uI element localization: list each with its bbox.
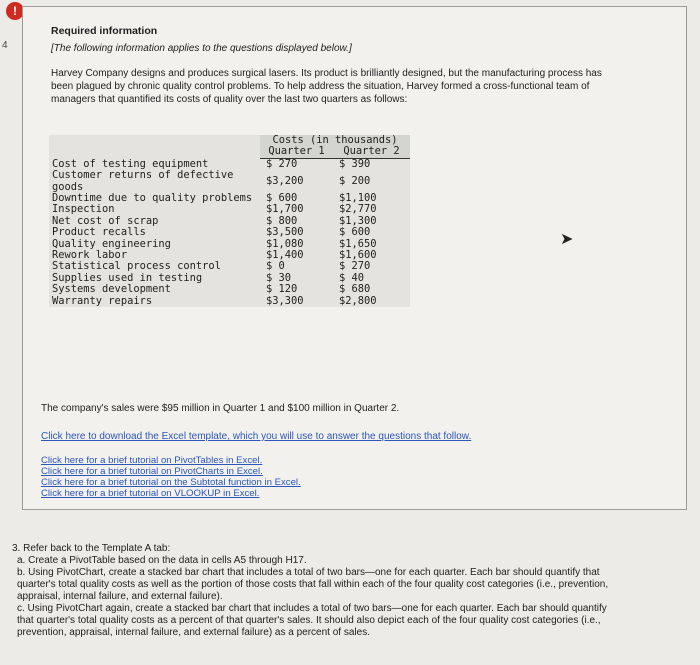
row-label: Statistical process control bbox=[52, 260, 221, 273]
q1-value: $ 120 bbox=[266, 283, 298, 296]
q1-value: $3,200 bbox=[266, 174, 304, 187]
q2-value: $1,600 bbox=[339, 249, 377, 262]
required-information-title: Required information bbox=[51, 25, 158, 37]
row-label: Product recalls bbox=[52, 226, 146, 239]
question-part-a: a. Create a PivotTable based on the data in cells A5 through H17. bbox=[17, 555, 307, 566]
table-row bbox=[49, 227, 410, 238]
question-heading: 3. Refer back to the Template A tab: bbox=[12, 543, 171, 554]
q2-value: $2,800 bbox=[339, 294, 377, 307]
row-label: Customer returns of defective goods bbox=[52, 169, 234, 193]
row-label: Supplies used in testing bbox=[52, 271, 203, 284]
q2-value: $ 40 bbox=[339, 271, 365, 284]
question-part-c: c. Using PivotChart again, create a stacked bar chart that includes a total of two bars—one for each quarter. Each bar should quantify that quarter's total quality costs as a percent of that quarter's sales. It should also depict each of the four quality cost categories (i.e., prevention, appraisal, internal failure, and external failure) as a percent of sales. bbox=[17, 603, 607, 638]
q2-value: $ 680 bbox=[339, 283, 371, 296]
row-label: Warranty repairs bbox=[52, 294, 153, 307]
question-part-b: b. Using PivotChart, create a stacked bar chart that includes a total of two bars—one for each quarter. Each bar should quantify that quarter's total quality costs as well as the portion of those costs that fall within each of the four quality cost categories (i.e., prevention, appraisal, internal failure, and external failure). bbox=[17, 567, 609, 602]
row-label: Inspection bbox=[52, 203, 115, 216]
row-label: Systems development bbox=[52, 283, 171, 296]
table-row bbox=[49, 170, 410, 193]
q2-value: $ 200 bbox=[339, 174, 371, 187]
question-3 bbox=[12, 543, 624, 639]
q2-value: $ 270 bbox=[339, 260, 371, 273]
q1-value: $1,080 bbox=[266, 237, 304, 250]
quarter1-header: Quarter 1 bbox=[260, 146, 333, 158]
mouse-cursor-icon: ➤ bbox=[560, 231, 574, 248]
table-row bbox=[49, 284, 410, 295]
q1-value: $3,300 bbox=[266, 294, 304, 307]
row-label: Downtime due to quality problems bbox=[52, 192, 253, 205]
row-label: Cost of testing equipment bbox=[52, 157, 209, 170]
tutorial-links bbox=[41, 455, 301, 499]
costs-header: Costs (in thousands) bbox=[260, 135, 410, 146]
q1-value: $ 800 bbox=[266, 214, 298, 227]
q2-value: $2,770 bbox=[339, 203, 377, 216]
q1-value: $1,700 bbox=[266, 203, 304, 216]
quarter2-header: Quarter 2 bbox=[333, 146, 410, 158]
pivotcharts-tutorial-link[interactable]: Click here for a brief tutorial on PivotCharts in Excel. bbox=[41, 466, 263, 477]
row-label: Net cost of scrap bbox=[52, 214, 159, 227]
table-corner bbox=[49, 135, 260, 146]
q1-value: $1,400 bbox=[266, 249, 304, 262]
q2-value: $ 390 bbox=[339, 157, 371, 170]
table-row bbox=[49, 296, 410, 307]
alert-icon: ! bbox=[6, 2, 24, 20]
q1-value: $ 270 bbox=[266, 157, 298, 170]
pivottables-tutorial-link[interactable]: Click here for a brief tutorial on PivotTables in Excel. bbox=[41, 455, 263, 466]
q2-value: $ 600 bbox=[339, 226, 371, 239]
table-corner bbox=[49, 146, 260, 158]
q1-value: $ 600 bbox=[266, 192, 298, 205]
applies-note: [The following information applies to the questions displayed below.] bbox=[51, 43, 352, 54]
download-excel-template-link[interactable]: Click here to download the Excel template, which you will use to answer the questions that follow. bbox=[41, 431, 472, 442]
subtotal-tutorial-link[interactable]: Click here for a brief tutorial on the Subtotal function in Excel. bbox=[41, 477, 301, 488]
vlookup-tutorial-link[interactable]: Click here for a brief tutorial on VLOOKUP in Excel. bbox=[41, 488, 260, 499]
q1-value: $ 0 bbox=[266, 260, 285, 273]
q2-value: $1,650 bbox=[339, 237, 377, 250]
quality-costs-table bbox=[49, 135, 410, 307]
intro-paragraph: Harvey Company designs and produces surgical lasers. Its product is brilliantly designed, but the manufacturing process has been plagued by chronic quality control problems. To help address the situation, Harvey formed a cross-functional team of managers that quantified its costs of quality over the last two quarters as follows: bbox=[51, 68, 602, 105]
sales-statement: The company's sales were $95 million in Quarter 1 and $100 million in Quarter 2. bbox=[41, 403, 400, 414]
row-label: Quality engineering bbox=[52, 237, 171, 250]
q2-value: $1,100 bbox=[339, 192, 377, 205]
q1-value: $3,500 bbox=[266, 226, 304, 239]
question-number: 4 bbox=[2, 40, 8, 51]
row-label: Rework labor bbox=[52, 249, 128, 262]
q1-value: $ 30 bbox=[266, 271, 292, 284]
q2-value: $1,300 bbox=[339, 214, 377, 227]
required-information-panel bbox=[22, 6, 687, 510]
